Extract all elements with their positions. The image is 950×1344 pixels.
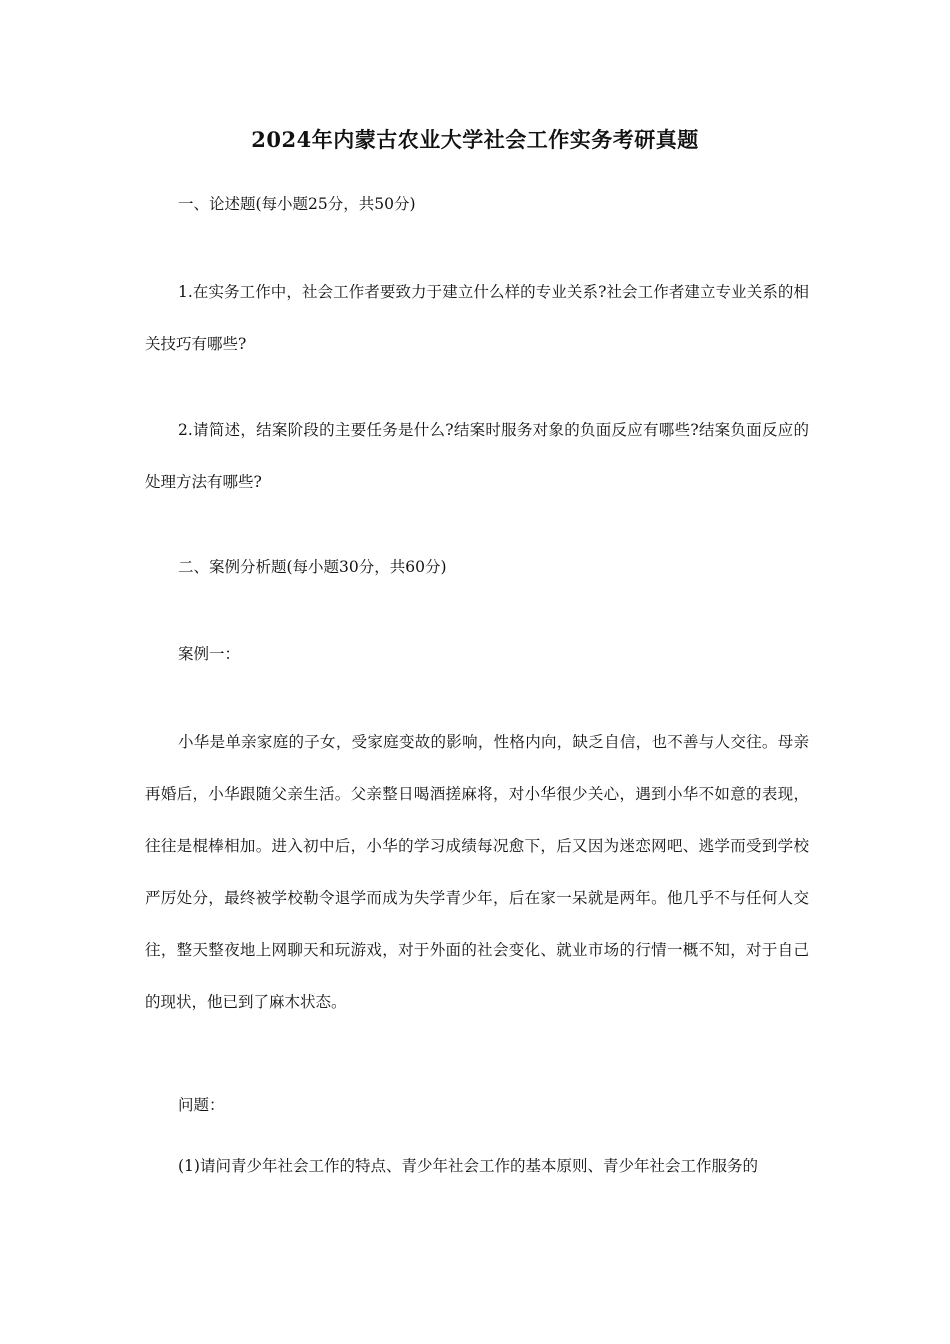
case-label: 案例一： xyxy=(178,645,241,663)
page-title: 2024年内蒙古农业大学社会工作实务考研真题 xyxy=(251,127,699,152)
question-1: 1.在实务工作中，社会工作者要致力于建立什么样的专业关系?社会工作者建立专业关系的相关技巧有哪些? xyxy=(145,283,809,353)
case-text: 小华是单亲家庭的子女，受家庭变故的影响，性格内向，缺乏自信，也不善与人交往。母亲再婚后，小华跟随父亲生活。父亲整日喝酒搓麻将，对小华很少关心，遇到小华不如意的表现，往往是棍棒相加。进入初中后，小华的学习成绩每况愈下，后又因为迷恋网吧、逃学而受到学校严厉处分，最终被学校勒令退学而成为失学青少年，后在家一呆就是两年。他几乎不与任何人交往，整天整夜地上网聊天和玩游戏，对于外面的社会变化、就业市场的行情一概不知，对于自己的现状，他已到了麻木状态。 xyxy=(145,733,809,1011)
section-heading-essay: 一、论述题(每小题25分，共50分) xyxy=(178,195,416,213)
question-2: 2.请简述，结案阶段的主要任务是什么?结案时服务对象的负面反应有哪些?结案负面反应的处理方法有哪些? xyxy=(145,421,809,491)
case-question-1: (1)请问青少年社会工作的特点、青少年社会工作的基本原则、青少年社会工作服务的 xyxy=(178,1157,758,1175)
question-label: 问题： xyxy=(178,1096,225,1114)
section-heading-case: 二、案例分析题(每小题30分，共60分) xyxy=(178,558,447,576)
